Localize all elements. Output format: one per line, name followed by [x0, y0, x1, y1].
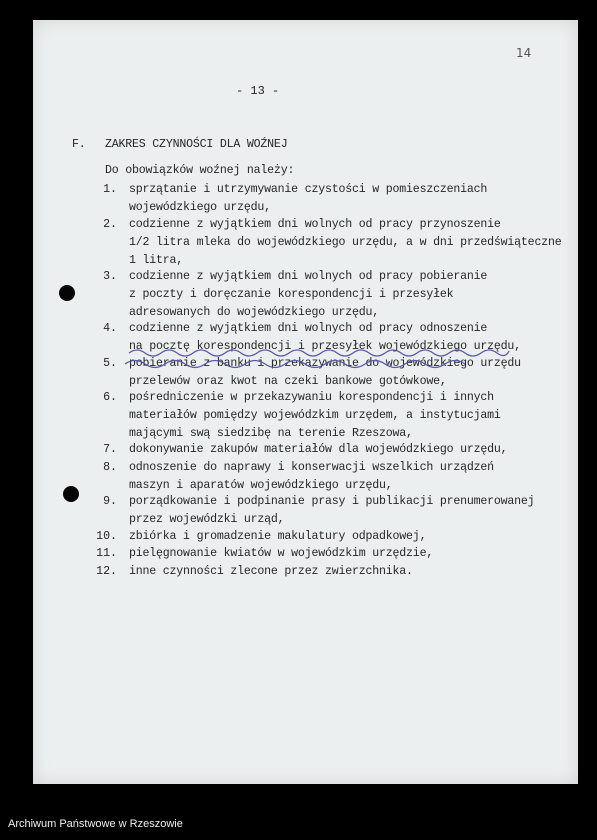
handwritten-number: 14 — [516, 46, 532, 60]
list-item-line: pobieranie z banku i przekazywanie do wojewódzkiego urzędu — [129, 357, 521, 370]
list-item-line: materiałów pomiędzy wojewódzkim urzędem, a instytucjami — [129, 408, 501, 422]
section-letter: F. — [72, 138, 86, 151]
list-item-number: 3. — [103, 270, 117, 283]
list-item-line: mającymi swą siedzibę na terenie Rzeszowa, — [129, 426, 413, 440]
list-item-line: porządkowanie i podpinanie prasy i publikacji prenumerowanej — [129, 495, 535, 508]
list-item-line: z poczty i doręczanie korespondencji i przesyłek — [129, 287, 454, 301]
footer-bar — [0, 808, 597, 840]
list-item-line: dokonywanie zakupów materiałów dla wojewódzkiego urzędu, — [129, 443, 508, 456]
section-title: ZAKRES CZYNNOŚCI DLA WOŹNEJ — [105, 138, 288, 151]
list-item-number: 5. — [103, 357, 117, 370]
document-page — [33, 20, 578, 784]
list-item-line: odnoszenie do naprawy i konserwacji wszelkich urządzeń — [129, 461, 494, 474]
list-item-line: maszyn i aparatów wojewódzkiego urzędu, — [129, 478, 393, 492]
list-item-number: 1. — [103, 183, 117, 196]
list-item-line: przez wojewódzki urząd, — [129, 512, 285, 526]
list-item-line: 1/2 litra mleka do wojewódzkiego urzędu, a w dni przedświąteczne — [129, 235, 562, 249]
list-item-number: 7. — [103, 443, 117, 456]
list-item-line: wojewódzkiego urzędu, — [129, 200, 271, 214]
list-item-line: pielęgnowanie kwiatów w wojewódzkim urzędzie, — [129, 547, 434, 560]
list-item-number: 11. — [96, 547, 117, 560]
list-item-number: 9. — [103, 495, 117, 508]
list-item-number: 10. — [96, 530, 117, 543]
list-item-line: codzienne z wyjątkiem dni wolnych od pracy odnoszenie — [129, 322, 488, 335]
list-item-line: codzienne z wyjątkiem dni wolnych od pracy przynoszenie — [129, 218, 501, 231]
list-item-line: przelewów oraz kwot na czeki bankowe gotówkowe, — [129, 374, 447, 388]
list-item-number: 12. — [96, 565, 117, 578]
list-item-line: 1 litra, — [129, 253, 184, 267]
pen-scribble — [33, 20, 578, 784]
list-item-number: 6. — [103, 391, 117, 404]
list-item-line: codzienne z wyjątkiem dni wolnych od pracy pobieranie — [129, 270, 488, 283]
intro-text: Do obowiązków woźnej należy: — [105, 164, 295, 177]
list-item-number: 2. — [103, 218, 117, 231]
list-item-line: zbiórka i gromadzenie makulatury odpadkowej, — [129, 530, 427, 543]
list-item-line: pośredniczenie w przekazywaniu korespondencji i innych — [129, 391, 494, 404]
list-item-number: 4. — [103, 322, 117, 335]
list-item-line: inne czynności zlecone przez zwierzchnika. — [129, 565, 413, 578]
list-item-number: 8. — [103, 461, 117, 474]
footer-archive-label: Archiwum Państwowe w Rzeszowie — [8, 818, 183, 830]
page-number: - 13 - — [236, 84, 280, 98]
list-item-line: na pocztę korespondencji i przesyłek wojewódzkiego urzędu, — [129, 339, 521, 353]
list-item-line: adresowanych do wojewódzkiego urzędu, — [129, 305, 380, 319]
list-item-line: sprzątanie i utrzymywanie czystości w pomieszczeniach — [129, 183, 488, 196]
